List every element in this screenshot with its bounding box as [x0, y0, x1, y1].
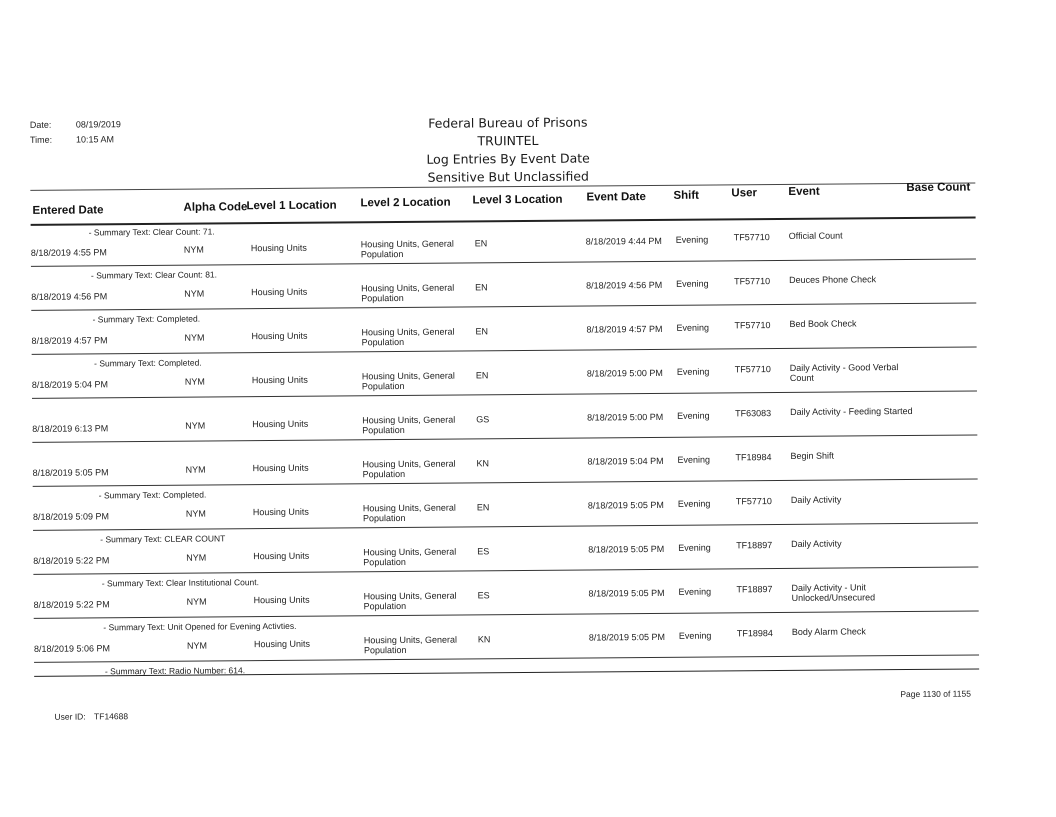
cell-l3: KN — [477, 634, 491, 645]
cell-shift: Evening — [678, 542, 711, 553]
summary-text: - Summary Text: Clear Count: 71. — [88, 226, 215, 238]
col-entered-date: Entered Date — [32, 204, 104, 217]
cell-l3: KN — [476, 458, 490, 469]
cell-l1: Housing Units — [251, 374, 308, 386]
cell-user: TF18984 — [735, 452, 772, 463]
cell-l1: Housing Units — [253, 550, 310, 562]
title-system: TRUINTEL — [477, 132, 539, 149]
cell-l1: Housing Units — [252, 462, 309, 474]
cell-shift: Evening — [677, 454, 711, 465]
cell-entered: 8/18/2019 4:56 PM — [31, 291, 108, 302]
cell-event: Daily Activity - Unit Unlocked/Unsecured — [791, 582, 876, 603]
cell-user: TF57710 — [734, 364, 771, 375]
col-level2: Level 2 Location — [360, 196, 451, 210]
cell-event: Bed Book Check — [789, 318, 857, 329]
cell-event: Body Alarm Check — [791, 626, 866, 637]
cell-l2: Housing Units, General Population — [361, 326, 455, 348]
cell-l1: Housing Units — [253, 594, 310, 606]
cell-user: TF18897 — [736, 584, 773, 595]
cell-l3: EN — [476, 502, 490, 513]
cell-alpha: NYM — [186, 640, 207, 651]
time-label: Time: — [29, 134, 53, 145]
user-id-label: User ID: — [54, 711, 86, 722]
cell-event: Deuces Phone Check — [789, 274, 877, 285]
summary-text: - Summary Text: Completed. — [98, 489, 207, 501]
cell-event-date: 8/18/2019 5:00 PM — [587, 411, 664, 423]
title-report: Log Entries By Event Date — [426, 150, 590, 167]
row-divider — [34, 610, 979, 618]
cell-l2: Housing Units, General Population — [363, 546, 457, 568]
col-level3: Level 3 Location — [472, 193, 563, 207]
cell-l3: ES — [477, 590, 490, 601]
date-value: 08/19/2019 — [75, 119, 121, 130]
cell-event-date: 8/18/2019 4:56 PM — [586, 279, 663, 291]
summary-text: - Summary Text: CLEAR COUNT — [100, 533, 226, 545]
row-divider — [32, 390, 977, 398]
cell-user: TF18984 — [736, 628, 773, 639]
row-divider — [31, 302, 976, 310]
col-shift: Shift — [673, 189, 700, 202]
cell-event-date: 8/18/2019 5:05 PM — [588, 587, 665, 599]
cell-alpha: NYM — [184, 332, 205, 343]
cell-entered: 8/18/2019 4:55 PM — [30, 247, 107, 258]
cell-shift: Evening — [676, 278, 709, 289]
report-title — [378, 113, 639, 187]
summary-text: - Summary Text: Completed. — [92, 313, 201, 325]
cell-l3: EN — [475, 282, 488, 293]
cell-alpha: NYM — [183, 244, 204, 255]
header-bottom-rule — [31, 216, 976, 225]
cell-event-date: 8/18/2019 4:44 PM — [585, 235, 662, 247]
cell-entered: 8/18/2019 5:22 PM — [33, 599, 110, 610]
col-level1: Level 1 Location — [246, 199, 337, 213]
cell-l1: Housing Units — [252, 418, 309, 430]
row-divider — [34, 654, 979, 662]
date-label: Date: — [29, 119, 52, 130]
summary-text: - Summary Text: Clear Institutional Count. — [101, 577, 260, 589]
cell-l3: ES — [477, 546, 490, 557]
cell-entered: 8/18/2019 5:22 PM — [33, 555, 110, 566]
cell-l2: Housing Units, General Population — [362, 502, 456, 524]
cell-user: TF57710 — [735, 496, 772, 507]
cell-shift: Evening — [678, 630, 712, 641]
cell-l2: Housing Units, General Population — [362, 458, 456, 480]
row-divider — [33, 522, 978, 530]
cell-l2: Housing Units, General Population — [363, 634, 457, 656]
cell-shift: Evening — [677, 498, 711, 509]
user-id-value: TF14688 — [93, 711, 129, 722]
cell-l1: Housing Units — [251, 330, 308, 342]
title-agency: Federal Bureau of Prisons — [428, 114, 588, 131]
cell-event: Begin Shift — [790, 450, 835, 461]
cell-user: TF57710 — [734, 320, 771, 331]
cell-l2: Housing Units, General Population — [361, 370, 455, 392]
cell-alpha: NYM — [185, 464, 206, 475]
cell-event: Daily Activity — [791, 538, 842, 549]
cell-l3: EN — [475, 370, 489, 381]
cell-l1: Housing Units — [252, 506, 309, 518]
cell-l2: Housing Units, General Population — [360, 238, 454, 260]
cell-user: TF57710 — [733, 232, 770, 243]
summary-text: - Summary Text: Clear Count: 81. — [90, 269, 218, 281]
cell-l1: Housing Units — [251, 286, 308, 298]
cell-l3: GS — [476, 414, 490, 425]
col-event-date: Event Date — [586, 191, 646, 204]
cell-user: TF57710 — [734, 276, 771, 287]
cell-alpha: NYM — [185, 420, 206, 431]
cell-alpha: NYM — [186, 552, 207, 563]
cell-event: Daily Activity — [790, 494, 842, 505]
title-classification: Sensitive But Unclassified — [427, 168, 590, 185]
cell-shift: Evening — [676, 366, 710, 377]
cell-event: Daily Activity - Feeding Started — [790, 405, 913, 417]
cell-shift: Evening — [678, 586, 712, 597]
footer-user-id — [54, 711, 128, 722]
report-date — [30, 119, 121, 130]
cell-event-date: 8/18/2019 5:05 PM — [588, 543, 665, 555]
cell-user: TF63083 — [735, 408, 772, 419]
cell-alpha: NYM — [184, 288, 205, 299]
cell-entered: 8/18/2019 6:13 PM — [32, 423, 109, 434]
col-base-count: Base Count — [906, 181, 971, 195]
row-divider — [33, 566, 978, 574]
summary-text: - Summary Text: Completed. — [94, 357, 202, 369]
cell-l1: Housing Units — [253, 638, 310, 650]
summary-text: - Summary Text: Unit Opened for Evening Activties. — [103, 620, 297, 633]
cell-l2: Housing Units, General Population — [361, 282, 455, 304]
time-value: 10:15 AM — [75, 134, 115, 145]
cell-event-date: 8/18/2019 5:05 PM — [587, 499, 664, 511]
cell-alpha: NYM — [186, 596, 207, 607]
col-user: User — [731, 187, 758, 200]
row-divider — [31, 258, 976, 266]
cell-l2: Housing Units, General Population — [363, 590, 457, 612]
cell-entered: 8/18/2019 5:05 PM — [32, 467, 109, 478]
cell-event: Official Count — [788, 230, 843, 241]
cell-user: TF18897 — [736, 540, 773, 551]
cell-event-date: 8/18/2019 5:05 PM — [588, 631, 665, 643]
cell-shift: Evening — [675, 234, 709, 245]
cell-event-date: 8/18/2019 5:00 PM — [586, 367, 663, 379]
cell-l3: EN — [474, 238, 488, 249]
report-time — [30, 134, 114, 145]
cell-entered: 8/18/2019 5:04 PM — [31, 379, 108, 390]
cell-entered: 8/18/2019 5:09 PM — [32, 511, 110, 522]
cell-entered: 8/18/2019 5:06 PM — [33, 643, 111, 654]
page-number: Page 1130 of 1155 — [900, 688, 971, 700]
row-divider — [32, 346, 977, 354]
cell-alpha: NYM — [184, 376, 205, 387]
row-divider — [33, 478, 978, 486]
row-divider — [32, 434, 977, 442]
cell-event: Daily Activity - Good Verbal Count — [789, 362, 899, 383]
cell-alpha: NYM — [185, 508, 206, 519]
cell-l2: Housing Units, General Population — [362, 414, 456, 436]
cell-l3: EN — [475, 326, 489, 337]
summary-text: - Summary Text: Radio Number: 614. — [104, 665, 246, 677]
col-alpha-code: Alpha Code — [183, 201, 248, 214]
col-event: Event — [788, 185, 820, 198]
cell-shift: Evening — [677, 410, 710, 421]
cell-shift: Evening — [676, 322, 710, 333]
cell-l1: Housing Units — [250, 242, 307, 254]
cell-event-date: 8/18/2019 5:04 PM — [587, 455, 664, 467]
cell-event-date: 8/18/2019 4:57 PM — [586, 323, 663, 335]
cell-entered: 8/18/2019 4:57 PM — [31, 335, 108, 346]
